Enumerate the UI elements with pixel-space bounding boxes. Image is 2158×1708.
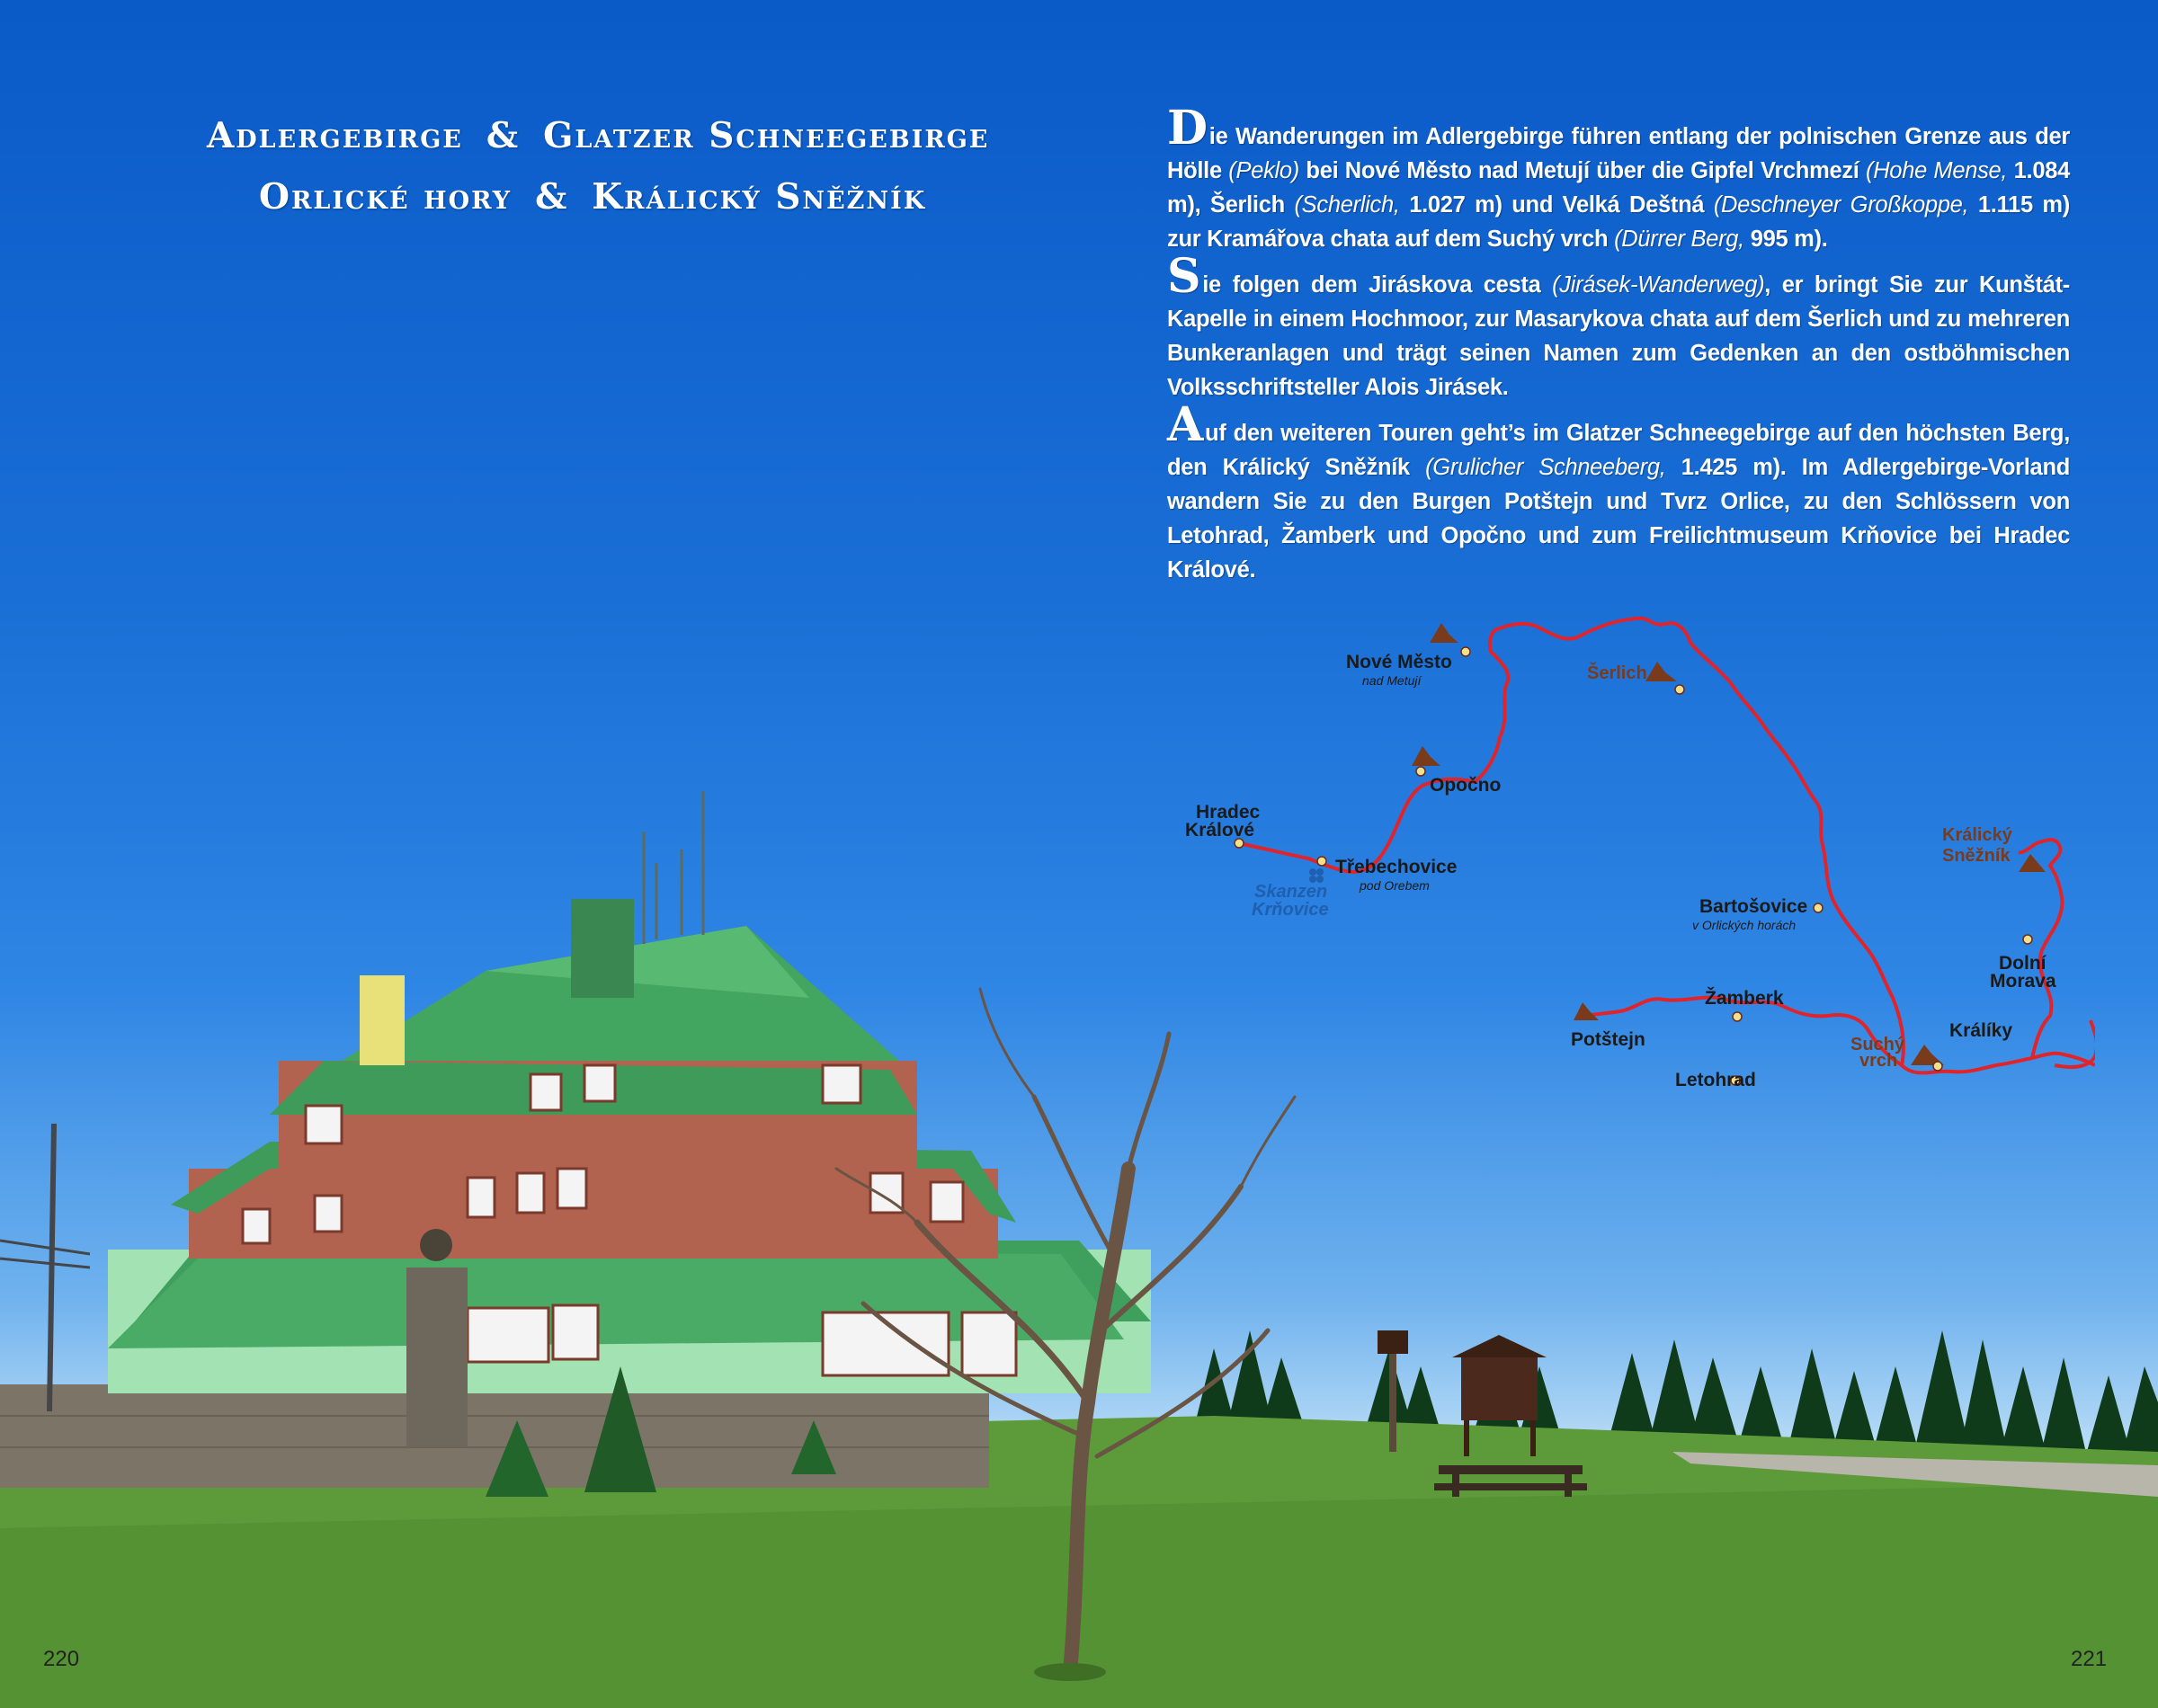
chimney-right — [571, 899, 634, 998]
text-run: , er bringt Sie zur Kunštát-Kapelle in einem Hochmoor, zur Masarykova chata auf dem Šerlich und zu mehreren Bunkeranlagen und trägt seinen Namen zum Gedenken an den ostböhmischen Volksschriftsteller Alois Jirásek. — [1167, 272, 2070, 400]
text-run: ie folgen dem Jiráskova cesta — [1202, 272, 1553, 298]
label-kralicky-1: Králický — [1942, 825, 2012, 845]
drop-cap: A — [1167, 397, 1204, 452]
label-hradec-2: Králové — [1185, 820, 1255, 841]
text-run: bei Nové Město nad Metují über die Gipfel Vrchmezí — [1298, 158, 1866, 183]
paragraph — [1167, 101, 2070, 256]
german-name-italic: (Dürrer Berg, — [1614, 227, 1744, 252]
german-name-italic: (Grulicher Schneeberg, — [1425, 455, 1666, 480]
text-run: 1.425 m). Im Adlergebirge-Vorland wandern Sie zu den Burgen Potštejn und Tvrz Orlice, zu den Schlössern von Letohrad, Žamberk und Opočno und zum Freilichtmuseum Krňovice bei Hradec Králové. — [1167, 455, 2070, 583]
title-line-2 — [259, 176, 926, 218]
label-serlich: Šerlich — [1587, 663, 1647, 683]
title-ampersand: & — [486, 115, 521, 156]
title-kralicky-sneznik: Králický Sněžník — [592, 176, 927, 218]
title-ampersand: & — [535, 176, 569, 218]
label-skanzen-2: Krňovice — [1252, 900, 1329, 920]
text-run: 1.115 m) zur Kramářova chata auf dem Suchý vrch — [1167, 192, 2070, 252]
label-zamberk: Žamberk — [1705, 988, 1784, 1009]
paragraph — [1167, 249, 2070, 405]
label-trebechovice: Třebechovice — [1335, 857, 1458, 877]
title-adlergebirge: Adlergebirge — [207, 115, 463, 156]
title-orlicke-hory: Orlické hory — [259, 176, 513, 218]
body-text — [1167, 101, 2070, 594]
chimney-left — [360, 975, 405, 1065]
label-kralicky-2: Sněžník — [1942, 846, 2011, 866]
text-run: uf den weiteren Touren geht’s im Glatzer Schneegebirge auf den höchsten Berg, den Králický Sněžník — [1167, 421, 2070, 480]
label-trebechovice-sub: pod Orebem — [1360, 878, 1430, 893]
text-run: 995 m). — [1743, 227, 1828, 252]
german-name-italic: (Scherlich, — [1294, 192, 1400, 218]
paragraph — [1167, 397, 2070, 587]
label-nove-mesto-sub: nad Metují — [1362, 673, 1422, 688]
label-hradec-1: Hradec — [1196, 802, 1261, 823]
german-name-italic: (Peklo) — [1228, 158, 1299, 183]
title-line-1 — [207, 115, 989, 156]
label-morava: Morava — [1990, 971, 2056, 992]
drop-cap: S — [1167, 249, 1201, 304]
label-kraliky: Králíky — [1949, 1020, 2013, 1041]
page-number-left: 220 — [43, 1647, 80, 1671]
label-potstejn: Potštejn — [1571, 1029, 1645, 1050]
label-suchy-2: vrch — [1859, 1051, 1898, 1071]
label-dolni: Dolní — [1999, 953, 2047, 974]
german-name-italic: (Jirásek-Wanderweg) — [1552, 272, 1765, 298]
route-map — [1160, 611, 2095, 1115]
utility-pole — [0, 1124, 90, 1411]
text-run: 1.027 m) und Velká Deštná — [1399, 192, 1714, 218]
title-glatzer-schneegebirge: Glatzer Schneegebirge — [543, 115, 990, 156]
label-bartosovice: Bartošovice — [1699, 896, 1808, 917]
chalet-building — [108, 791, 1151, 1393]
label-suchy-1: Suchý — [1850, 1035, 1905, 1054]
drop-cap: D — [1167, 101, 1208, 156]
text-run: ie Wanderungen im Adlergebirge führen entlang der polnischen Grenze aus der Hölle — [1167, 124, 2070, 183]
text-run: 1.084 m), Šerlich — [1167, 158, 2070, 218]
label-nove-mesto: Nové Město — [1346, 652, 1452, 672]
page-number-right: 221 — [2071, 1647, 2108, 1671]
label-skanzen-1: Skanzen — [1254, 882, 1328, 902]
stone-wall — [0, 1384, 989, 1488]
stone-pillar — [406, 1268, 468, 1447]
german-name-italic: (Hohe Mense, — [1866, 158, 2008, 183]
label-letohrad: Letohrad — [1675, 1070, 1756, 1090]
label-bartosovice-sub: v Orlických horách — [1692, 918, 1797, 932]
german-name-italic: (Deschneyer Großkoppe, — [1713, 192, 1969, 218]
museum-icon — [1309, 868, 1324, 883]
label-opocno: Opočno — [1430, 775, 1502, 796]
